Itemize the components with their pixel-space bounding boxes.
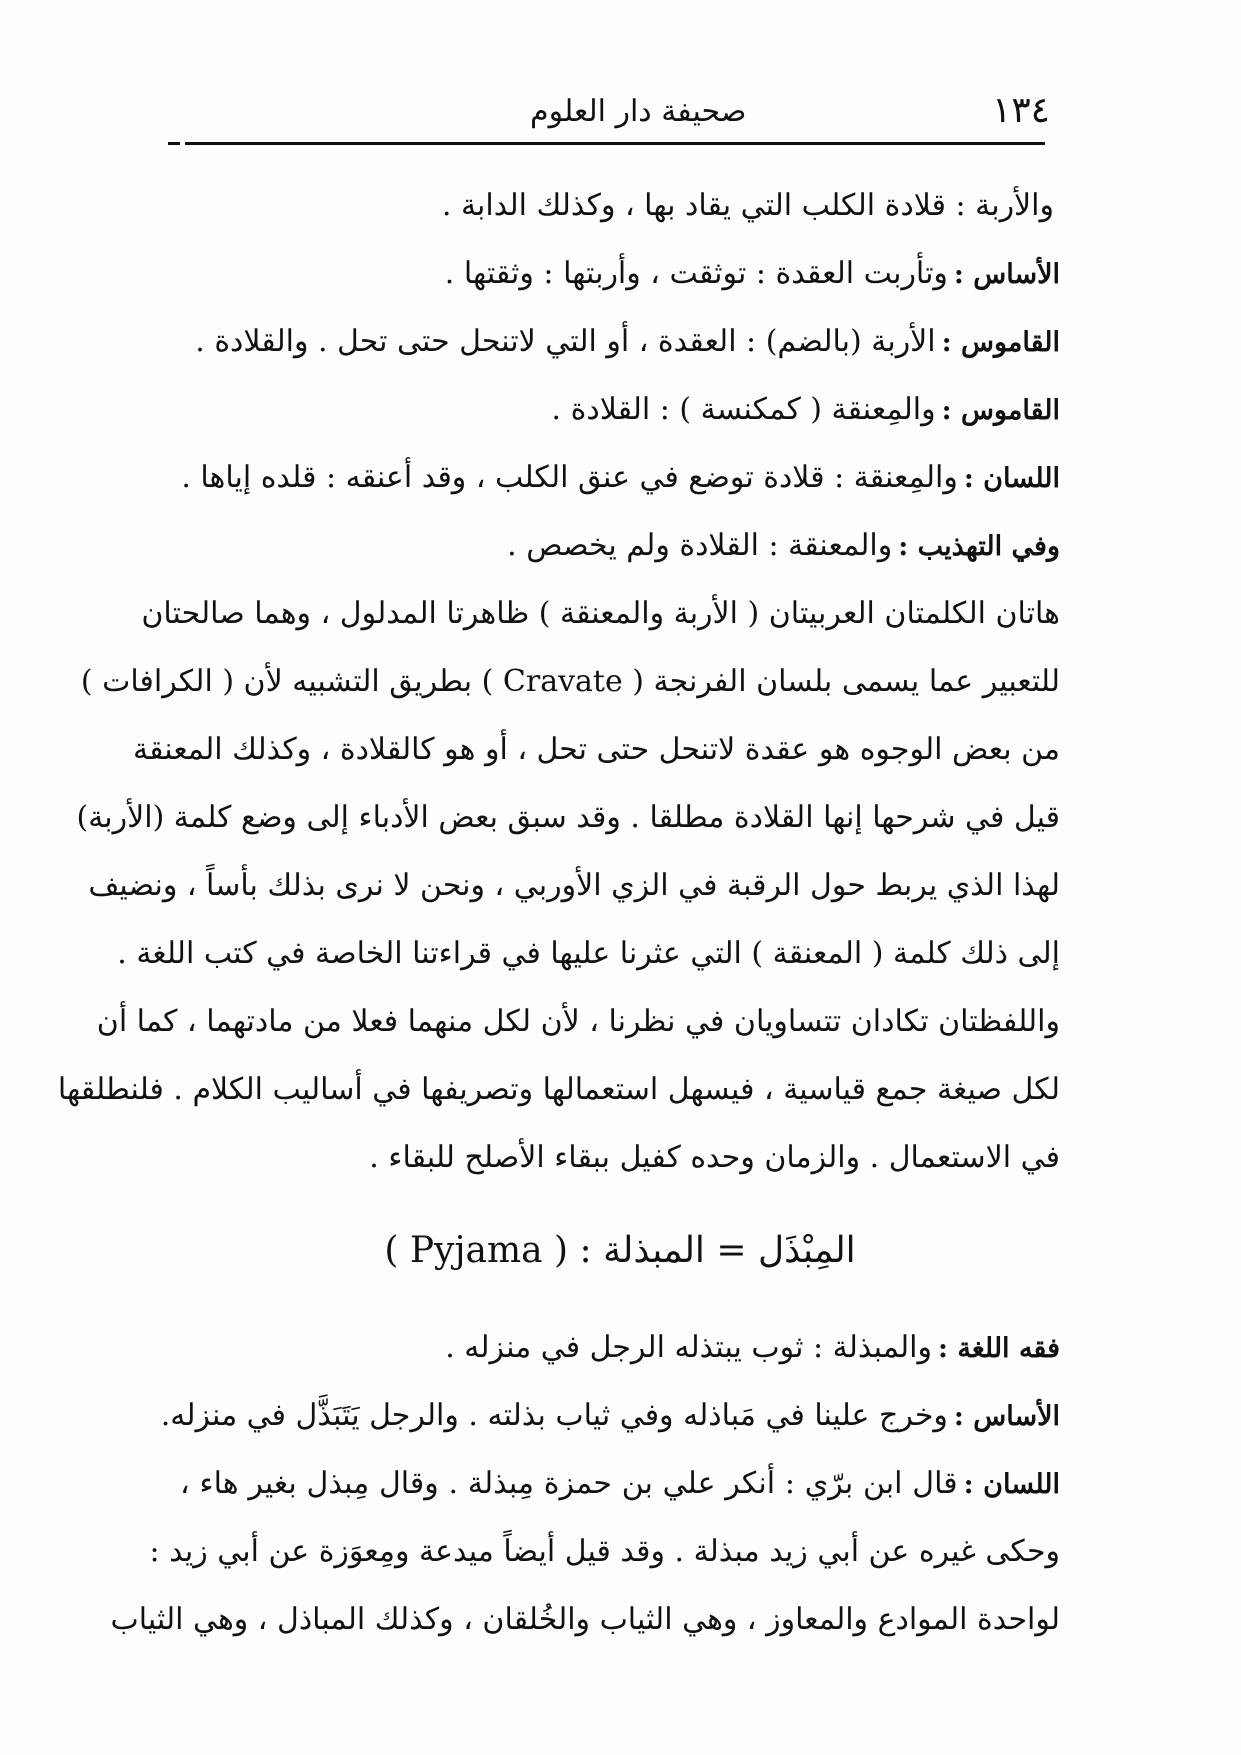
- entry-text: وتأربت العقدة : توثقت ، وأربتها : وثقتها .: [444, 256, 948, 291]
- entry-line: [180, 512, 1060, 580]
- entry-line: [180, 172, 1060, 240]
- paragraph-line: للتعبير عما يسمى بلسان الفرنجة ( Cravate ) بطريق التشبيه لأن ( الكرافات ): [80, 664, 1060, 699]
- source-label: الأساس :: [953, 1401, 1060, 1432]
- source-label: الأساس :: [953, 259, 1060, 290]
- source-label: اللسان :: [963, 1469, 1060, 1500]
- source-label: اللسان :: [963, 463, 1060, 494]
- entry-text: الأربة (بالضم) : العقدة ، أو التي لاتنحل حتى تحل . والقلادة .: [195, 324, 936, 359]
- source-label: فقه اللغة :: [938, 1333, 1060, 1364]
- running-title: صحيفة دار العلوم: [530, 94, 747, 129]
- paragraph-line: واللفظتان تكادان تتساويان في نظرنا ، لأن لكل منهما فعلا من مادتهما ، كما أن: [96, 1004, 1060, 1039]
- entry-line: [160, 1382, 1060, 1450]
- entry-text: والمِعنقة ( كمكنسة ) : القلادة .: [551, 392, 936, 427]
- page-number: ١٣٤: [991, 90, 1050, 131]
- source-label: وفي التهذيب :: [898, 531, 1060, 562]
- section-heading: المِبْذَل = المبذلة : ( Pyjama ): [384, 1230, 856, 1271]
- entry-line: [180, 308, 1060, 376]
- paragraph-line: لكل صيغة جمع قياسية ، فيسهل استعمالها وتصريفها في أساليب الكلام . فلنطلقها: [57, 1072, 1060, 1107]
- paragraph-line: من بعض الوجوه هو عقدة لاتنحل حتى تحل ، أو هو كالقلادة ، وكذلك المعنقة: [133, 732, 1060, 767]
- paragraph-text: قال ابن برّي : أنكر علي بن حمزة مِبذلة . وقال مِبذل بغير هاء ،: [180, 1466, 958, 1501]
- main-text: [57, 172, 1060, 1654]
- entry-line: [180, 240, 1060, 308]
- paragraph-line: في الاستعمال . والزمان وحده كفيل ببقاء الأصلح للبقاء .: [369, 1140, 1060, 1175]
- entry-text: والمعنقة : القلادة ولم يخصص .: [507, 528, 893, 563]
- paragraph-line: [180, 1450, 1060, 1518]
- paragraph-line: هاتان الكلمتان العربيتان ( الأربة والمعنقة ) ظاهرتا المدلول ، وهما صالحتان: [141, 596, 1060, 631]
- paragraph-line: وحكى غيره عن أبي زيد مبذلة . وقد قيل أيضاً ميدعة ومِعوَزة عن أبي زيد :: [149, 1534, 1060, 1569]
- entry-line: [180, 444, 1060, 512]
- page-header: [190, 78, 1050, 138]
- paragraph-line: لواحدة الموادع والمعاوز ، وهي الثياب والخُلقان ، وكذلك المباذل ، وهي الثياب: [110, 1602, 1060, 1637]
- source-label: القاموس :: [941, 327, 1060, 358]
- entry-text: وخرج علينا في مَباذله وفي ثياب بذلته . والرجل يَتَبَذَّل في منزله.: [160, 1398, 948, 1433]
- header-rule: [185, 142, 1045, 145]
- entry-text: والمبذلة : ثوب يبتذله الرجل في منزله .: [445, 1330, 933, 1365]
- entry-line: [180, 376, 1060, 444]
- source-label: القاموس :: [941, 395, 1060, 426]
- paragraph-line: لهذا الذي يربط حول الرقبة في الزي الأوربي ، ونحن لا نرى بذلك بأساً ، ونضيف: [88, 868, 1060, 903]
- entry-text: والمِعنقة : قلادة توضع في عنق الكلب ، وقد أعنقه : قلده إياها .: [181, 460, 958, 495]
- paragraph-line: قيل في شرحها إنها القلادة مطلقا . وقد سبق بعض الأدباء إلى وضع كلمة (الأربة): [76, 800, 1060, 835]
- entry-text: والأربة : قلادة الكلب التي يقاد بها ، وكذلك الدابة .: [441, 188, 1054, 223]
- header-rule-dash: [168, 142, 180, 145]
- paragraph-line: إلى ذلك كلمة ( المعنقة ) التي عثرنا عليها في قراءتنا الخاصة في كتب اللغة .: [117, 936, 1060, 971]
- entry-line: [180, 1314, 1060, 1382]
